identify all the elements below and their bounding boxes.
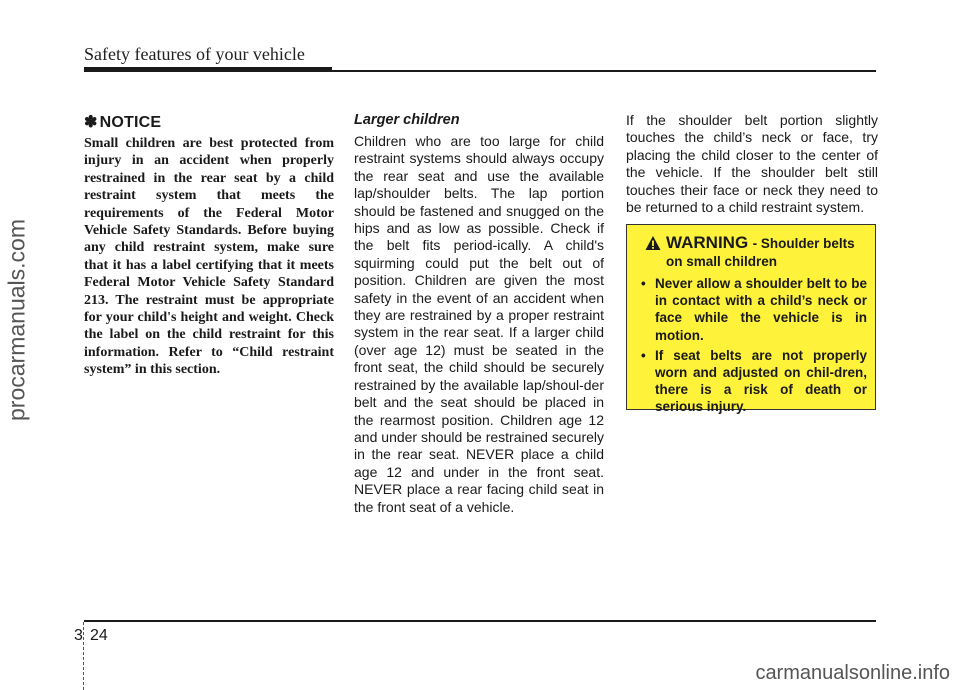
larger-children-column: [354, 112, 604, 516]
warning-subtitle: - Shoulder belts on small children: [666, 236, 855, 269]
warning-box: [626, 224, 876, 415]
warning-item: [635, 275, 867, 344]
header-rule-thick: [84, 67, 332, 72]
notice-mark-icon: ✽: [84, 114, 98, 131]
header-rule-thin: [332, 70, 876, 72]
bullet-icon: •: [641, 276, 646, 291]
notice-heading: [84, 112, 334, 132]
footer-divider: [83, 622, 84, 690]
page-number: 24: [90, 627, 108, 644]
warning-list: [635, 275, 867, 416]
warning-header: [645, 233, 867, 271]
shoulder-belt-column: [626, 112, 878, 216]
warning-label: WARNING: [666, 233, 749, 252]
larger-children-title: Larger children: [354, 112, 460, 128]
chapter-number: 3: [74, 627, 83, 644]
footer-rule: [84, 620, 876, 622]
warning-triangle-icon: [645, 235, 661, 251]
bullet-icon: •: [641, 347, 646, 363]
warning-item: [635, 347, 867, 416]
page-header-title: Safety features of your vehicle: [84, 44, 305, 64]
notice-title: NOTICE: [99, 114, 162, 131]
shoulder-belt-body: If the shoulder belt portion slightly touches the child’s neck or face, try placing the child closer to the center of the vehicle. If the shoulder belt still touches their face or neck they need to be returned to a child restraint system.: [626, 112, 878, 216]
warning-heading-text: [666, 233, 867, 271]
notice-column: [84, 112, 334, 379]
larger-children-body: Children who are too large for child restraint systems should always occupy the rear seat and use the available lap/shoulder belts. The lap portion should be fastened and snugged on the hips and as low as possible. Check if the belt fits period-ically. A child's squirming could put the belt out of position. Children are given the most safety in the event of an accident when they are restrained by a proper restraint system in the rear seat. If a larger child (over age 12) must be seated in the front seat, the child should be securely restrained by the available lap/shoul-der belt and the seat should be placed in the rearmost position. Children age 12 and under should be restrained securely in the rear seat. NEVER place a child age 12 and under in the front seat. NEVER place a rear facing child seat in the front seat of a vehicle.: [354, 133, 604, 515]
warning-item-text: If seat belts are not properly worn and adjusted on chil-dren, there is a risk of death or serious injury.: [655, 347, 867, 415]
side-watermark: [0, 0, 34, 689]
notice-body: Small children are best protected from injury in an accident when properly restrained in the rear seat by a child restraint system that meets the requirements of the Federal Motor Vehicle Safety Standards. Before buying any child restraint system, make sure that it has a label certifying that it meets Federal Motor Vehicle Safety Standard 213. The restraint must be appropriate for your child's height and weight. Check the label on the child restraint for this information. Refer to “Child restraint system” in this section.: [84, 136, 334, 378]
side-watermark-text: procarmanuals.com: [3, 219, 30, 421]
warning-item-text: Never allow a shoulder belt to be in contact with a child’s neck or face while the vehicle is in motion.: [655, 276, 867, 343]
bottom-watermark: carmanualsonline.info: [755, 662, 950, 684]
